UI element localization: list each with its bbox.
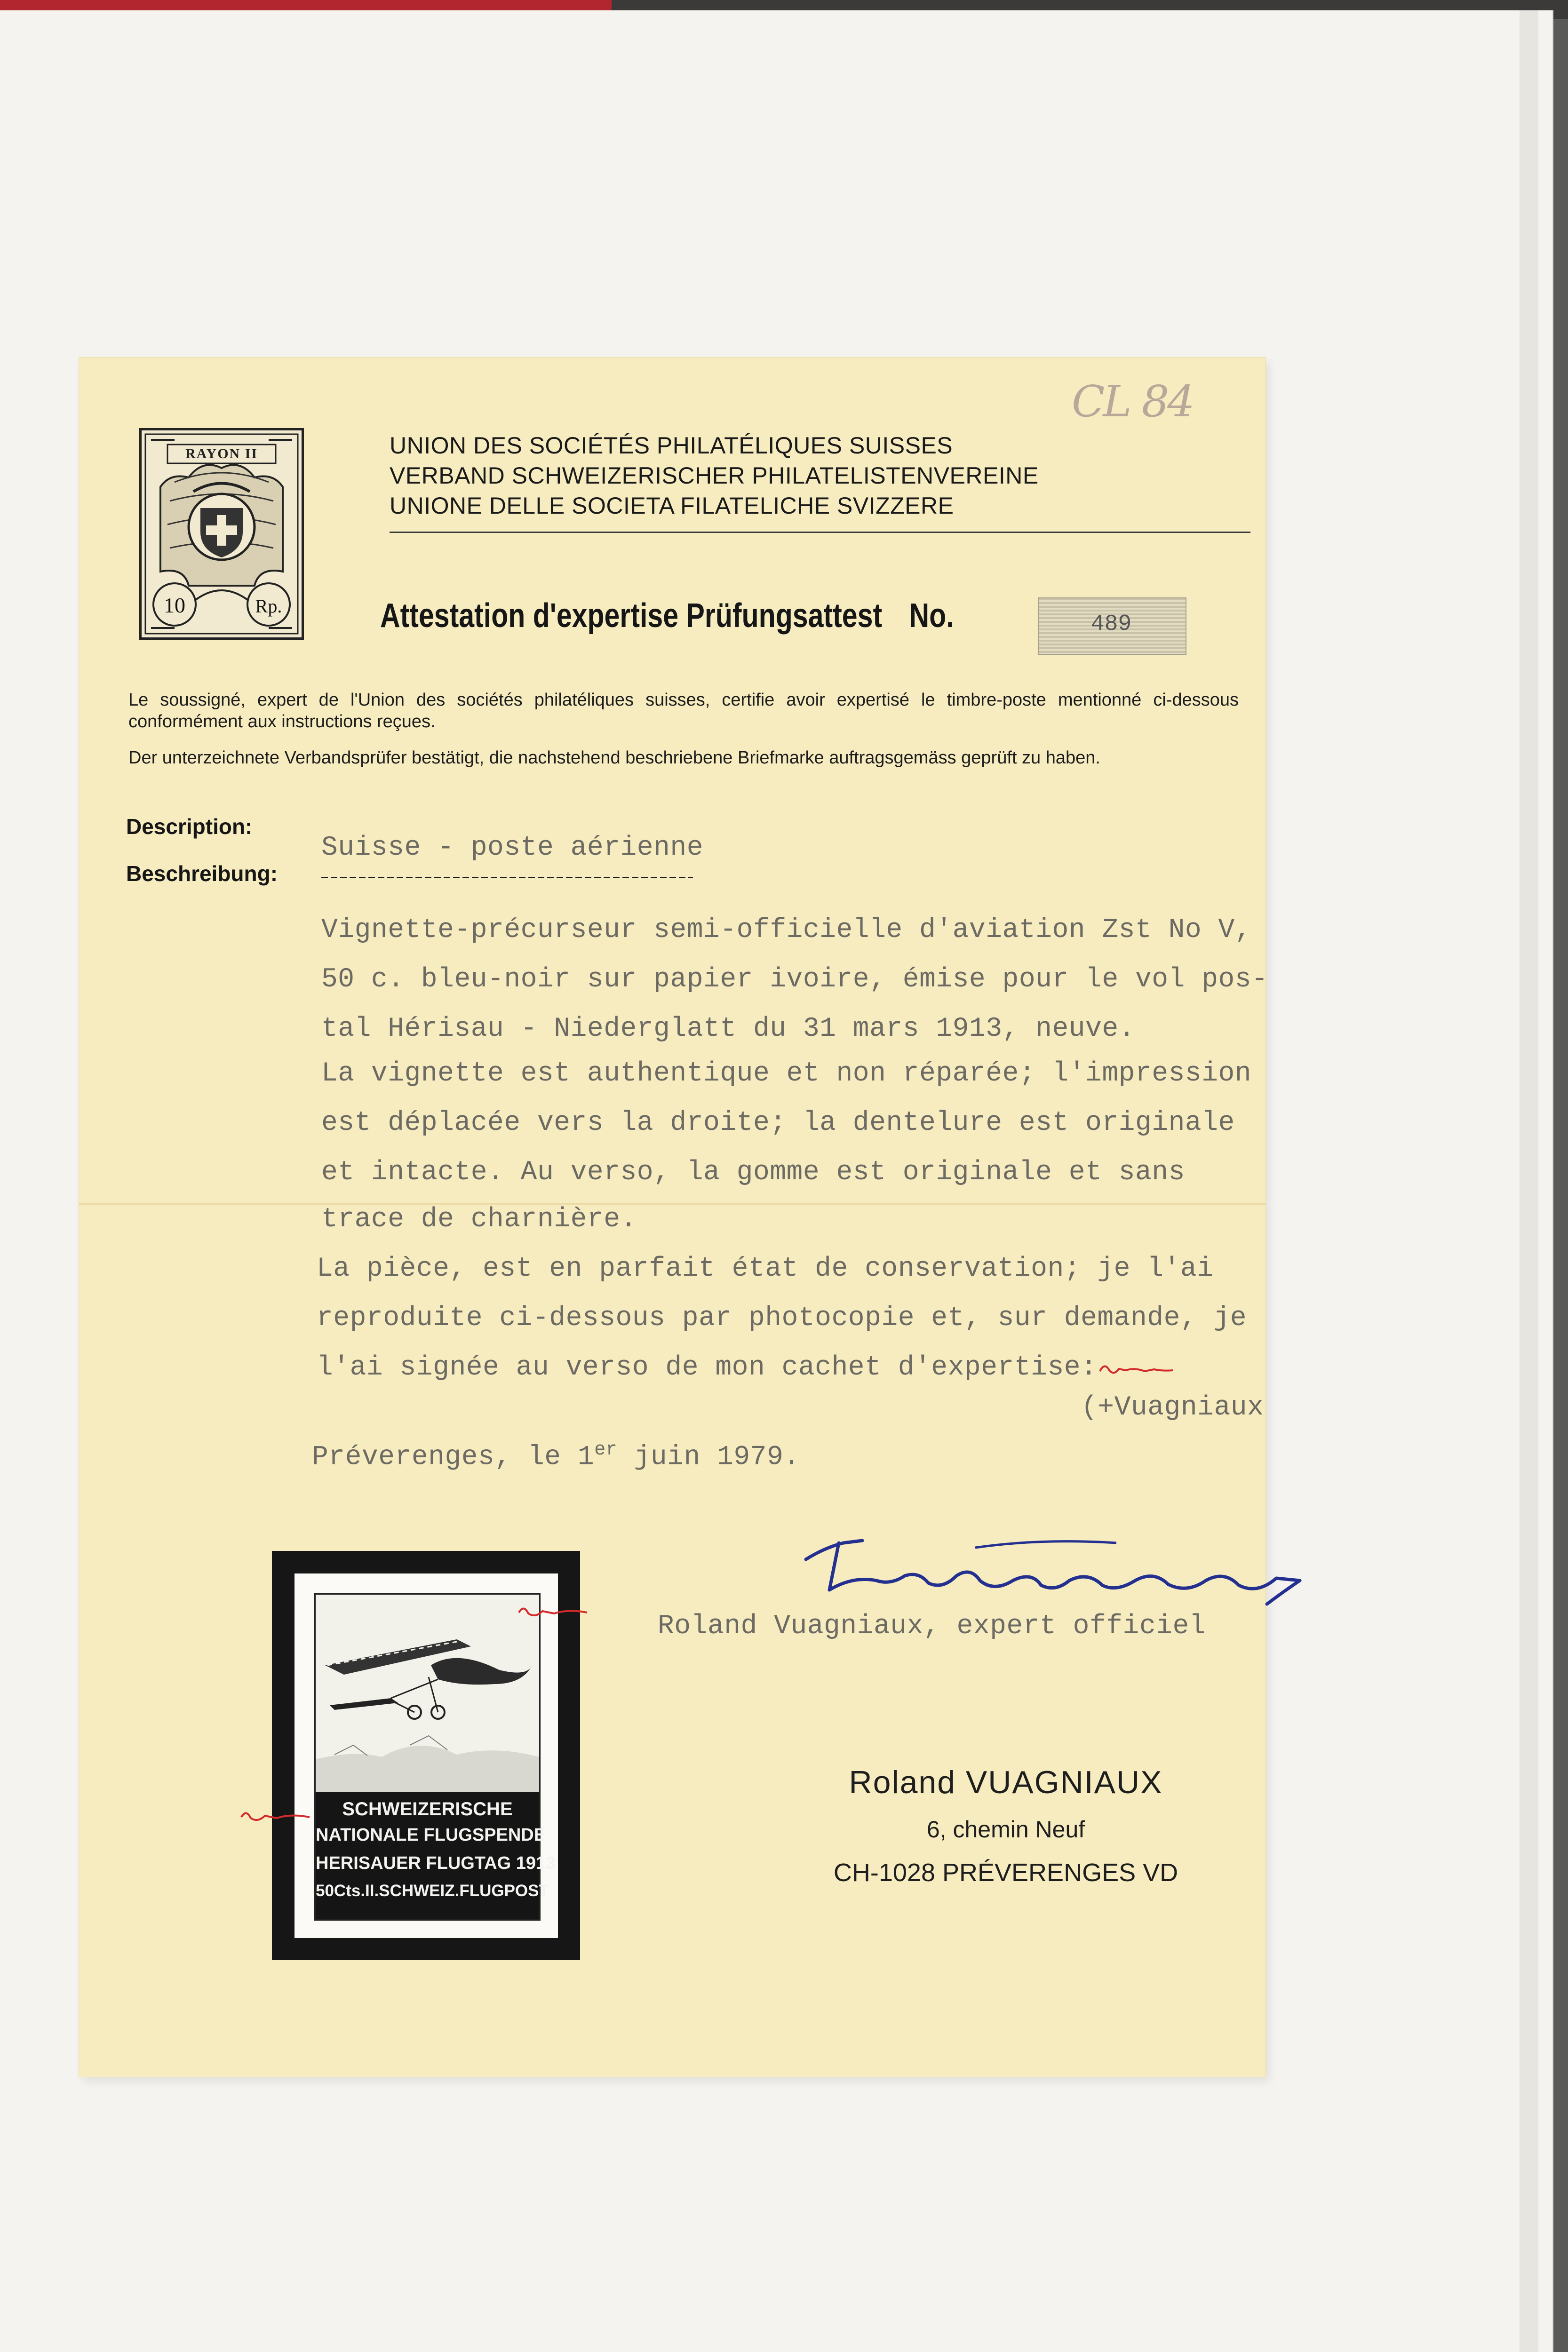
- expert-line: Roland Vuagniaux, expert officiel: [658, 1611, 1206, 1642]
- description-heading: Suisse - poste aérienne: [321, 833, 704, 863]
- intro-french: Le soussigné, expert de l'Union des sociétés philatéliques suisses, certifie avoir expertisé le timbre-poste mentionné ci-dessous conformément aux instructions reçues.: [128, 690, 1239, 731]
- union-line-it: UNIONE DELLE SOCIETA FILATELICHE SVIZZERE: [390, 493, 954, 519]
- rayon-emblem: [139, 428, 304, 640]
- vignette-text-band: [316, 1792, 556, 1919]
- address-street: 6, chemin Neuf: [926, 1816, 1085, 1843]
- red-mark-icon: [517, 1599, 592, 1623]
- certificate-title: [380, 596, 954, 635]
- union-line-fr: UNION DES SOCIÉTÉS PHILATÉLIQUES SUISSES: [390, 432, 953, 459]
- title-text: Attestation d'expertise Prüfungsattest: [380, 597, 883, 635]
- place-date: [312, 1439, 800, 1472]
- vignette-image: [314, 1593, 556, 1921]
- body-line-4: La vignette est authentique et non réparée; l'impression: [321, 1058, 1252, 1089]
- body-line-8: La pièce, est en parfait état de conservation; je l'ai: [317, 1254, 1214, 1284]
- place-date-text: Préverenges, le 1: [312, 1442, 595, 1473]
- heading-rule: [390, 532, 1250, 533]
- body-line-7: trace de charnière.: [321, 1204, 637, 1235]
- certificate: [79, 358, 1266, 2077]
- vignette-line-1: SCHWEIZERISCHE: [342, 1799, 513, 1820]
- union-heading: [390, 430, 1236, 521]
- red-tab: [0, 0, 612, 10]
- description-underline: [321, 877, 693, 878]
- label-description: Description:: [126, 814, 253, 839]
- address-city: CH-1028 PRÉVERENGES VD: [833, 1859, 1178, 1887]
- body-line-3: tal Hérisau - Niederglatt du 31 mars 1913, neuve.: [321, 1014, 1135, 1044]
- union-line-de: VERBAND SCHWEIZERISCHER PHILATELISTENVEREINE: [390, 462, 1039, 489]
- vignette-line-3: HERISAUER FLUGTAG 1913: [316, 1853, 556, 1873]
- number-label: No.: [909, 597, 954, 635]
- expertise-mark-icon: [1098, 1357, 1178, 1381]
- red-mark-icon: [239, 1804, 314, 1828]
- album-fold: [1520, 10, 1538, 2352]
- body-line-9: reproduite ci-dessous par photocopie et, sur demande, je: [317, 1303, 1247, 1334]
- signature-icon: [778, 1515, 1342, 1609]
- place-date-end: juin 1979.: [617, 1442, 800, 1473]
- place-date-sup: er: [594, 1439, 618, 1461]
- emblem-value-right: Rp.: [255, 596, 282, 617]
- paper-crease: [79, 1203, 1266, 1205]
- emblem-value-left: 10: [164, 593, 185, 617]
- certificate-number: 489: [1090, 612, 1132, 637]
- body-line-1: Vignette-précurseur semi-officielle d'aviation Zst No V,: [321, 915, 1252, 946]
- vignette-line-2: NATIONALE FLUGSPENDE: [316, 1825, 546, 1845]
- body-line-2: 50 c. bleu-noir sur papier ivoire, émise pour le vol pos-: [321, 964, 1268, 995]
- label-beschreibung: Beschreibung:: [126, 861, 278, 886]
- body-line-10: l'ai signée au verso de mon cachet d'expertise:: [317, 1352, 1098, 1383]
- handwritten-note: CL 84: [1072, 376, 1193, 427]
- address-name: Roland VUAGNIAUX: [849, 1764, 1163, 1800]
- vignette-line-4: 50Cts.II.SCHWEIZ.FLUGPOST: [316, 1882, 549, 1900]
- body-line-5: est déplacée vers la droite; la dentelure est originale: [321, 1108, 1235, 1138]
- emblem-top-label: RAYON II: [185, 446, 258, 461]
- body-line-6: et intacte. Au verso, la gomme est originale et sans: [321, 1157, 1185, 1188]
- intro-german: Der unterzeichnete Verbandsprüfer bestätigt, die nachstehend beschriebene Briefmarke auftragsgemäss geprüft zu haben.: [128, 748, 1100, 768]
- airplane-icon: [316, 1595, 539, 1797]
- signature-note: (+Vuagniaux: [1081, 1392, 1264, 1423]
